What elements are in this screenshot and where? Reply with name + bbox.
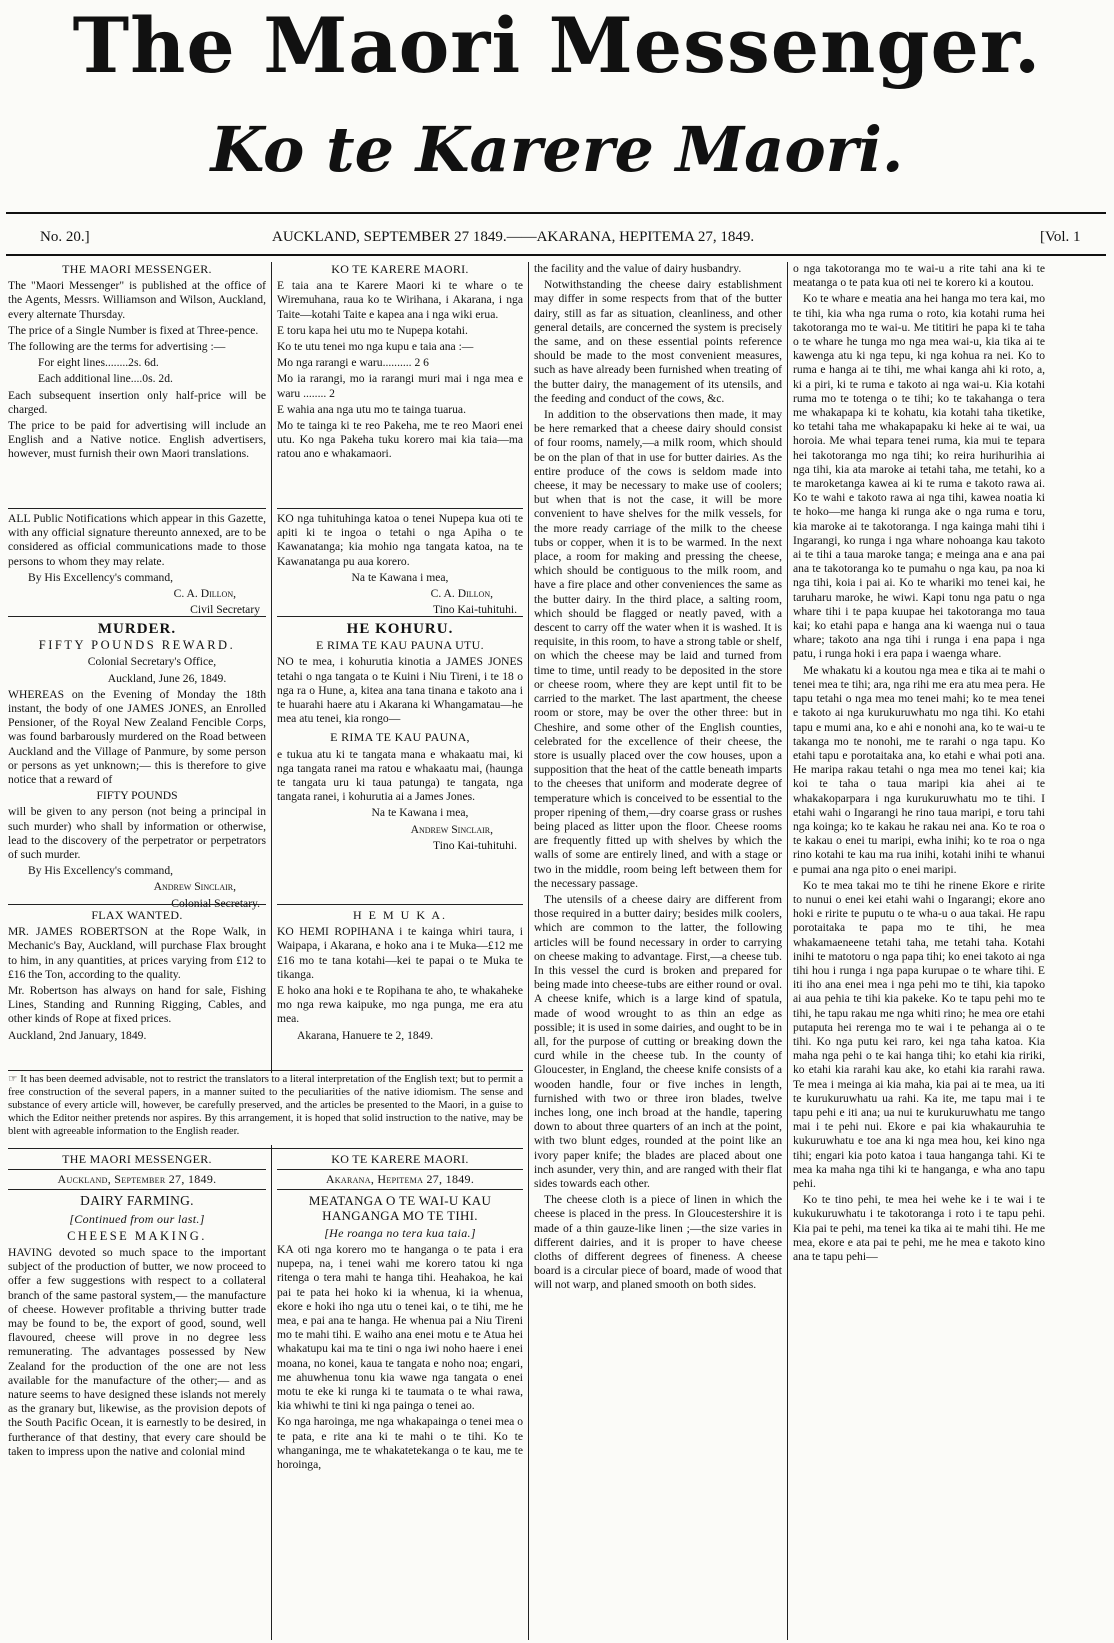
murder-amount: FIFTY POUNDS xyxy=(96,789,178,803)
editorial-continued: [He roanga no tera kua taia.] xyxy=(324,1225,476,1240)
column-4-maori xyxy=(793,262,1045,1640)
murder-place: Auckland, June 26, 1849. xyxy=(107,671,227,685)
notice-terms: Ko te utu tenei mo nga kupu e taia ana :— xyxy=(277,340,474,354)
column-3-english xyxy=(534,262,782,1640)
editorial-subheading: CHEESE MAKING. xyxy=(67,1228,207,1243)
notice-heading: THE MAORI MESSENGER. xyxy=(62,262,212,276)
murder-text: WHEREAS on the Evening of Monday the 18th instant, the body of one JAMES JONES, an Enrolled Pensioner, of the Royal New Zealand Fencible Corps, was found barbarously murdered on the Road between Auckland and the Village of Panmure, by some person or persons as yet unknown;— this is therefore to give notice that a reward of xyxy=(8,687,266,787)
article-paragraph: Me whakatu ki a koutou nga mea e tika ai te mahi o tenei mea te tihi; ara, nga rihi me era atu mea pera. He tapu tetahi o nga mea mo tenei mahi; ko te mea tenei e takoto ai nga kurukuruwhatu mo nga tihi. Ko etahi tapu e mumi ana, ko e ahi e nonohi ana, ko te wai-u te takanga mo te nonohi, me te rarahi o nga tapu. Ko etahi tapu e porotaitaka ana, ko etahi e whai poti ana. He maripa rakau tetahi o nga mea mo tenei kai; kia koi te taha o taua maripi kia ahei ai te whakakoparpara i nga kurukuruwhatu mo te tihi. I etahi wahi o Ingarangi he rino taua maripi, e toru tahi nga koinga; ko te kakau he rakau nei ana. Ko te roa o te kakau o enei tu maripi, ewha inihi; ko te roa o nga rino kotahi te kau ma rua inihi, kotahi inihi te whanui e pumai ana nga pito o enei maripi. xyxy=(793,663,1045,876)
masthead-rule xyxy=(6,212,1106,214)
column-rule xyxy=(271,262,272,1640)
public-notice-signature: C. A. Dillon, xyxy=(173,587,236,601)
dateline-rule xyxy=(6,254,1106,256)
murder-reward-repeat: E RIMA TE KAU PAUNA, xyxy=(330,730,470,745)
notice-rate: Mo nga rarangi e waru.......... 2 6 xyxy=(277,356,429,370)
section-divider xyxy=(277,616,523,617)
notice-english xyxy=(8,262,266,504)
divider xyxy=(8,1169,266,1170)
public-notice-signature: C. A. Dillon, xyxy=(430,587,493,601)
article-paragraph: o nga takotoranga mo te wai-u a rite tahi ana ki te meatanga o te pata kua oti nei te korero ki a koutou. xyxy=(793,262,1045,290)
public-notice-maori xyxy=(277,512,523,617)
article-paragraph: the facility and the value of dairy husbandry. xyxy=(534,262,742,275)
translation-note xyxy=(8,1073,523,1145)
notice-rate: Each additional line....0s. 2d. xyxy=(38,372,173,386)
murder-heading: HE KOHURU. xyxy=(346,621,454,637)
public-notice-english xyxy=(8,512,266,617)
murder-role: Colonial Secretary. xyxy=(171,896,260,910)
masthead-subtitle: Ko te Karere Maori. xyxy=(210,113,904,186)
murder-command: Na te Kawana i mea, xyxy=(371,806,469,820)
section-divider xyxy=(8,1148,523,1149)
notice-half-price: E wahia ana nga utu mo te tainga tuarua. xyxy=(277,402,466,416)
notice-bilingual: Mo te tainga ki te reo Pakeha, me te reo Maori enei utu. Ko nga Pakeha tuku korero mai kia taia—ma ratou ano e whakamaori. xyxy=(277,419,523,461)
article-paragraph: Notwithstanding the cheese dairy establishment may differ in some respects from that of the butter dairy, still as far as situation, cleanliness, and other general details, are concerned the system is precisely the same, and on these essential points reference should be made to the most convenient measures, such as have already been furnished when treating of the butter dairy, the management of its utensils, and the feeding and conduct of the cows, &c. xyxy=(534,278,782,405)
flax-text-continued: E hoko ana hoki e te Ropihana te aho, te whakaheke mo nga rewa kaipuke, mo nga punga, me era atu mea. xyxy=(277,984,523,1026)
notice-rate: For eight lines........2s. 6d. xyxy=(38,356,159,370)
article-paragraph: Ko te tino pehi, te mea hei wehe ke i te wai i te kukukuruwhatu i te takotoranga i roto i te tapu pehi. Kia pai te pehi, ma tenei ka tika ai te mahi tihi. He me mea, ekore e ata pai te pehi, me he mea e takoto kino ana te tapu pehi— xyxy=(793,1193,1045,1264)
flax-text: MR. JAMES ROBERTSON at the Rope Walk, in Mechanic's Bay, Auckland, will purchase Flax brought to him, in any quantities, at prices varying from £12 to £16 the Ton, according to the quality. xyxy=(8,925,266,981)
public-notice-text: KO nga tuhituhinga katoa o tenei Nupepa kua oti te apiti ki te ingoa o tetahi o nga Apiha o te Kawanatanga; kia mohio nga tangata katoa, na te Kawanatanga pu aua korero. xyxy=(277,512,523,568)
notice-price: The price of a Single Number is fixed at Three-pence. xyxy=(8,323,259,337)
notice-rate: Mo ia rarangi, mo ia rarangi muri mai i nga mea e waru ........ 2 xyxy=(277,372,523,400)
editorial-date: Auckland, September 27, 1849. xyxy=(57,1172,217,1187)
section-divider xyxy=(277,904,523,905)
flax-heading: FLAX WANTED. xyxy=(91,908,183,922)
section-divider xyxy=(8,904,266,905)
issue-date: AUCKLAND, SEPTEMBER 27 1849.——AKARANA, HEPITEMA 27, 1849. xyxy=(272,229,755,245)
murder-notice-english xyxy=(8,620,266,910)
murder-command: By His Excellency's command, xyxy=(28,864,174,878)
editorial-maori xyxy=(277,1152,523,1640)
notice-half-price: Each subsequent insertion only half-price will be charged. xyxy=(8,388,266,416)
notice-price: E toru kapa hei utu mo te Nupepa kotahi. xyxy=(277,323,468,337)
notice-text: The "Maori Messenger" is published at the office of the Agents, Messrs. Williamson and Wilson, Auckland, every alternate Thursday. xyxy=(8,279,266,321)
notice-maori xyxy=(277,262,523,504)
article-paragraph: Ko te whare e meatia ana hei hanga mo tera kai, mo te tihi, kia wha nga ruma o roto, kia kotahi ruma hei takotoranga mo te wai-u. Me tititiri he papa ki te taha o te whare he tunga mo nga mea wai-u, kia tika ai te kawenga atu ki nga tepu, ki nga kohua ra nei. Ko to ruma e hanga ai te tihi, me whai kanga ahi ki roto, a, ki a piri, ki te ruma e takoto ai nga wai-u. Kia kotahi ruma mo te totenga o te tihi; ko te takahanga o tera me whakapapa ki te kohatu, kia kotahi taha tiketike, ko tetahi taha me whakapapaku ki heke ai te wai, ua horoia. Me whai tepara tenei ruma, kia mui te tepara hei takotoranga mo nga tihi; ko reira hurihurihia ai nga tihi, kia ata maroke ai tetahi taha, me tetahi, ko a te maroketanga kawea ai ki te ruma e takoto rawa ai. Ko te wahi e takoto rawa ai nga tihi, kawea noatia ki te hoko—me hanga ki runga ake o nga ruma e toru, kia maroke ai te takotoranga. I nga kainga mahi tihi i Ingarangi, ko runga i nga whare nohoanga kau takoto ai te tihi a taua maroke tanga; e meinga ana e ana pai ana te takotoranga ko te pumahu o nga kau, pa noa ki nga tihi, koia i pai ai. Ko te whariki mo tenei kai, he taruharu maroke, he wiwi. Kapi tonu nga patu o nga whare tihi i te papa kuupae hei takotoranga mo taua kai; ko etahi papa e hanga ana ki waenga nui o taua whare; takoto ana nga tihi i runga i ena papa i nga patu, i runga hoki i era papa i waenga whare. xyxy=(793,292,1045,661)
murder-text-continued: will be given to any person (not being a principal in such murder) who shall by information or otherwise, lead to the discovery of the perpetrator or perpetrators of such murder. xyxy=(8,805,266,862)
public-notice-role: Tino Kai-tuhituhi. xyxy=(433,603,517,617)
murder-office: Colonial Secretary's Office, xyxy=(87,655,217,669)
section-divider xyxy=(277,508,523,509)
flax-text-continued: Mr. Robertson has always on hand for sale, Fishing Lines, Standing and Running Rigging, Cables, and other kinds of Rope at fixed prices. xyxy=(8,984,266,1026)
murder-text-continued: e tukua atu ki te tangata mana e whakaatu mai, ki nga tangata ranei ma ratou e whakaatu mai, (haunga te tangata uru ki taua patunga) te tangata, nga tangata ranei, i kohurutia ai a James Jones. xyxy=(277,747,523,804)
public-notice-role: Civil Secretary xyxy=(190,603,260,617)
flax-notice-maori xyxy=(277,908,523,1066)
section-divider xyxy=(8,616,266,617)
masthead-title: The Maori Messenger. xyxy=(72,1,1042,90)
notice-text: E taia ana te Karere Maori ki te whare o te Wiremuhana, raua ko te Wirihana, i Akarana, i nga Taite—kotahi Taite e kapea ana i nga wiki erua. xyxy=(277,279,523,321)
editorial-paper-name: KO TE KARERE MAORI. xyxy=(331,1152,469,1166)
article-paragraph: Ko te mea takai mo te tihi he rinene Ekore e ririte to nunui o enei kei etahi wahi o Ingarangi; ekore ano hoki e ririte te puputu o te wha-u o aua takai. He rapu porotaitaka te papa mo te tihi, he mea whakamaeneene tetahi taha, me tetahi taha. Kotahi inihi te matotoru o nga papa tihi; ko enei takoto ai nga tihi hou i runga i nga papa kurupae o te whare tihi. E iti iho ana enei mea i nga pehi mo te tihi, kia tapoko ai aua pehia te tihi kia pakeke. Ko te tapu pehi mo te tihi, he tapu rakau me nga whiti rino; he mea ore etahi putaputa hei rerenga mo te wai i te pehanga ai o te tihi. Ko nga putu kei raro, kei nga taha katoa. Kia maha nga pehi o te kai hanga tihi; ko etahi kia ririki, ko etahi kia rarahi kau ake, ko etahi kia rarahi rawa. Te mea i meinga ai kia maha, kia pai ai te mea, ua iti te kurukuruwhatu ua rahi. Ka ite, me tapu mai i te tapu pehi e iti ana; ua nui te kurukuruwhatu me tango mai i te pehi nui. Ekore e pai kia whakauruhia te kukuruwhatu e toe ana ki nga mea hou, kei kino nga tihi; engari kia poto katoa i taua hanganga tahi. Ki te mea ka maha nga tihi ki te hanganga, e wha ano tapu pehi. xyxy=(793,878,1045,1190)
editorial-heading: DAIRY FARMING. xyxy=(80,1193,194,1209)
notice-heading: KO TE KARERE MAORI. xyxy=(331,262,469,276)
divider xyxy=(8,1189,266,1190)
editorial-paper-name: THE MAORI MESSENGER. xyxy=(62,1152,212,1166)
divider xyxy=(277,1169,523,1170)
flax-heading: H E M U K A. xyxy=(352,908,447,922)
editorial-date: Akarana, Hepitema 27, 1849. xyxy=(325,1172,475,1187)
flax-notice-english xyxy=(8,908,266,1066)
murder-text: NO te mea, i kohurutia kinotia a JAMES JONES tetahi o nga tangata o te Kuini i Niu Tireni, i te 18 o nga ra o Hune, a, kitea ana tana tinana e takoto ana i te huarahi haere atu i Akarana ki Whangamatau—he mea atu tenei, kia rongo— xyxy=(277,655,523,726)
column-rule xyxy=(528,262,529,1640)
article-paragraph: The utensils of a cheese dairy are different from those required in a butter dairy; besides milk coolers, which are common to the latter, the following articles will be found necessary in order to carrying on cheese making to advantage. First,—a cheese tub. In this vessel the curd is broken and prepared for being made into cheese-tubs are either round or oval. A cheese knife, which is a large kind of spatula, made of wood wrought to as thin an edge as possible; it is used in some dairies, and ought to be in all, for the purpose of cutting or breaking down the curd while in the cheese tub. In the county of Gloucester, in England, the cheese knife consists of a wooden handle, four or five inches in length, furnished with two or three iron blades, twelve inches long, one inch broad at the handle, tapering down to about three quarters of an inch at the point, with two blunt edges, rounded at the point like an ivory paper knife; the blades are placed about one inch asunder, very thin, and are ranged with their flat sides towards each other. xyxy=(534,892,782,1190)
flax-text: KO HEMI ROPIHANA i te kainga whiri taura, i Waipapa, i Akarana, e hoko ana i te Muka—£12 me £16 mo te tana kotahi—kei te papai o te Muka te tikanga. xyxy=(277,925,523,981)
notice-bilingual: The price to be paid for advertising will include an English and a Native notice. English advertisers, however, must furnish their own Maori translations. xyxy=(8,419,266,461)
issue-number: No. 20.] xyxy=(40,229,90,245)
editorial-body-continued: Ko nga haroinga, me nga whakapainga o tenei mea o te pata, e rite ana ki te mahi o te tihi. Ko te whanganinga, me te whakatetekanga o te kau, me te horoinga, xyxy=(277,1415,523,1472)
murder-reward: E RIMA TE KAU PAUNA UTU. xyxy=(316,638,484,653)
translation-note-text: ☞ It has been deemed advisable, not to restrict the translators to a literal interpretation of the English text; but to permit a free construction of the several papers, in a manner suited to the peculiarities of the native idiomism. The sense and substance of every article will, however, be carefully preserved, and the articles be presented to the Maori, in a guise to which the Editor neither pretends nor aspires. By this arrangement, it is hoped that solid instruction to the native, may be blent with agreeable information to the English reader. xyxy=(8,1074,523,1137)
murder-signature: Andrew Sinclair, xyxy=(153,880,236,894)
divider xyxy=(277,1189,523,1190)
volume-number: [Vol. 1 xyxy=(1040,229,1081,245)
dateline xyxy=(0,226,1114,248)
notice-terms: The following are the terms for advertising :— xyxy=(8,340,226,354)
public-notice-command: Na te Kawana i mea, xyxy=(351,570,449,584)
murder-reward: FIFTY POUNDS REWARD. xyxy=(38,638,236,653)
editorial-body: KA oti nga korero mo te hanganga o te pata i era nupepa, na, i tenei wahi me korero tatou ki nga ritenga o tera mahi te hanga tihi. Heahakoa, he kai pai te pata hei hoko ki ia whenua, ki ia whenua, ekore e hoki iho nga utu o tenei kai, o te tihi, me he mea, e pai ana te hanga. He whenua pai a Niu Tireni mo te mahi tihi. E waiho ana enei motu e te Atua hei whakatupu kai ma te tini o nga iwi noho haere i enei moana, no konei, kaua te tangata e noho noa; engari, me ahuwhenua tonu kia wawe nga tangata o enei motu te eke ki runga ki te taumata o te whai rawa, kia whiwhi te tini ki nga painga o tenei ao. xyxy=(277,1243,523,1413)
public-notice-command: By His Excellency's command, xyxy=(28,570,174,584)
murder-role: Tino Kai-tuhituhi. xyxy=(433,838,517,852)
editorial-heading: MEATANGA O TE WAI-U KAU HANGANGA MO TE TIHI. xyxy=(308,1193,492,1223)
murder-signature: Andrew Sinclair, xyxy=(410,822,493,836)
editorial-continued: [Continued from our last.] xyxy=(69,1211,205,1226)
editorial-body: HAVING devoted so much space to the important subject of the production of butter, we now proceed to offer a few suggestions with respect to a collateral branch of the same pastoral system,— the manufacture of cheese. However profitable a thriving butter trade may be found to be, the export of good, sound, well flavoured, cheese will prove in no degree less remunerating. The advantages possessed by New Zealand for the production of the one are not less available for the manufacture of the other;— and as nature seems to have designed these islands not merely as the granary but, likewise, as the provision depots of the South Pacific Ocean, it is earnestly to be desired, in furtherance of that destiny, that every care should be taken to impress upon the native and colonial mind xyxy=(8,1246,266,1458)
flax-date: Auckland, 2nd January, 1849. xyxy=(8,1028,147,1042)
murder-notice-maori xyxy=(277,620,523,900)
article-paragraph: The cheese cloth is a piece of linen in which the cheese is placed in the press. In Gloucestershire it is made of a thin gauze-like linen ;—the size varies in different dairies, and it is proper to have cheese cloths of different degrees of fineness. A cheese board is a circular piece of board, made of wood that will not warp, and planed smooth on both sides. xyxy=(534,1193,782,1292)
article-paragraph: In addition to the observations then made, it may be here remarked that a cheese dairy should consist of four rooms, namely,—a milk room, which should be on the plan of that in use for butter dairies. As the entire produce of the cows is seldom made into cheese, it may be necessary to make use of coolers; but when that is not the case, it will be more convenient to have shelves for the milk vessels, for the more ready carriage of the milk to the cheese tubs or copper, when it is to be warmed. In the next place, a room for making and pressing the cheese, which should be contiguous to the milk room, and have a fire place and other conveniences the same as the butter dairy. In the third place, a salting room, which should be flagged or neatly paved, with a descent to carry off the water when it is washed. It is requisite, in this room, to have a strong table or shelf, on which the cheese may be laid and turned from time to time, until ready to be deposited in the store or cheese room, where they are kept until fit to be carried to the market. The last apartment, the cheese room or store, may be over the other three: but in Cheshire, and some other of the English counties, celebrated for the excellence of their cheese, the store is usually placed over the cow houses, upon a supposition that the heat of the cattle beneath imparts to the cheeses that uniform and moderate degree of temperature which is conceived to be essential to the proper ripening of them,—dry coarse grass or rushes being placed as litter upon the floor. Cheese rooms are frequently fitted up with shelves by which the walls of some are entirely lined, and with a stage or two in the middle, room being left between them for the necessary passage. xyxy=(534,408,782,890)
column-rule xyxy=(787,262,788,1640)
murder-heading: MURDER. xyxy=(97,621,177,637)
flax-date: Akarana, Hanuere te 2, 1849. xyxy=(297,1028,434,1042)
section-divider xyxy=(8,1070,523,1071)
public-notice-text: ALL Public Notifications which appear in this Gazette, with any official signature thereunto annexed, are to be considered as official communications made to those persons to whom they may relate. xyxy=(8,512,266,568)
section-divider xyxy=(8,508,266,509)
editorial-english xyxy=(8,1152,266,1640)
